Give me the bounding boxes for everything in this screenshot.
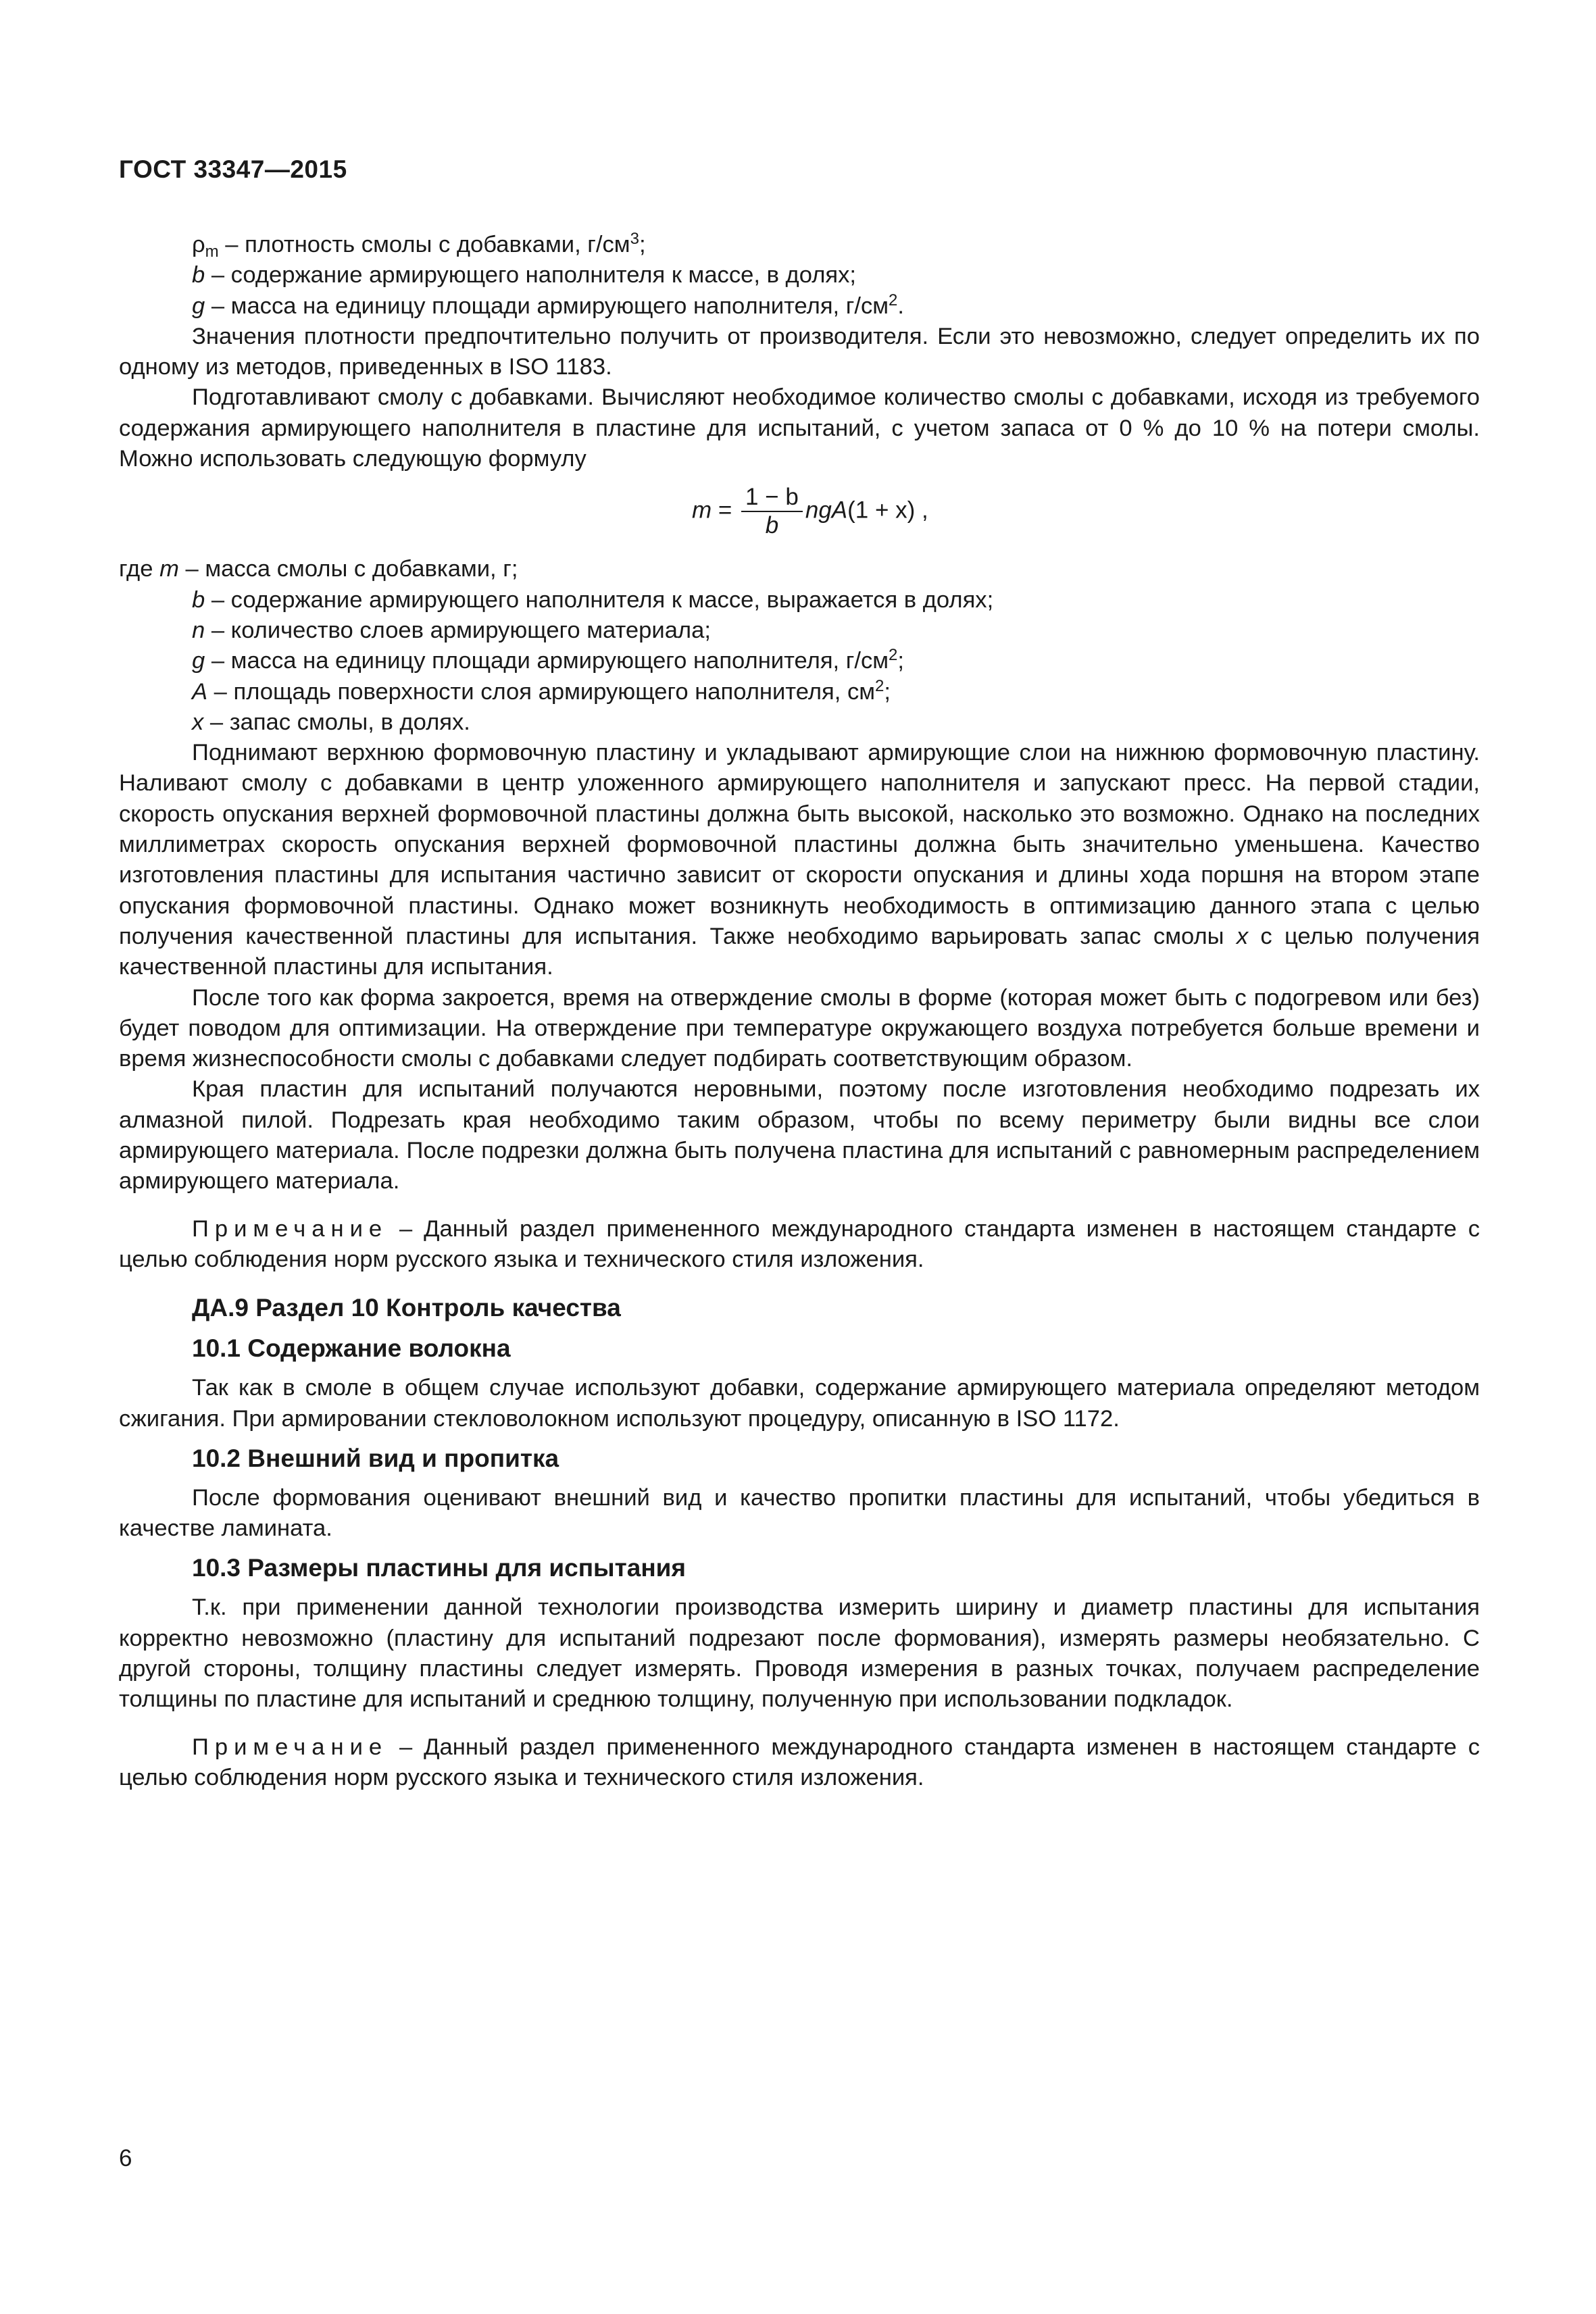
paragraph-10-1: Так как в смоле в общем случае используют добавки, содержание армирующего материала определяют методом сжигания. При армировании стекловолокном используют процедуру, описанную в ISO 1172. (119, 1375, 1480, 1432)
def-rho-text: – плотность смолы с добавками, г/см (218, 232, 630, 257)
symbol-rho: ρ (192, 232, 205, 257)
where-symbol-m: m (159, 556, 179, 582)
formula-paren: (1 + x) (847, 497, 916, 524)
page-number: 6 (119, 2145, 132, 2171)
note-1 (119, 1214, 1480, 1276)
formula-denominator: b (765, 512, 779, 539)
where-symbol-g: g (192, 648, 205, 674)
note-text: – Данный раздел примененного международного стандарта изменен в настоящем стандарте с целью соблюдения норм русского языка и технического стиля изложения. (119, 1734, 1480, 1790)
def-rho-end: ; (639, 232, 646, 257)
heading-10-1: 10.1 Содержание волокна (192, 1334, 511, 1363)
formula-lhs: m (692, 497, 712, 524)
page-content (119, 230, 1480, 1793)
def-g-text: – масса на единицу площади армирующего наполнителя, г/см (205, 293, 889, 319)
formula-numerator: 1 − b (741, 484, 803, 512)
paragraph-prepare: Подготавливают смолу с добавками. Вычисляют необходимое количество смолы с добавками, исходя из требуемого содержания армирующего наполнителя в пластине для испытаний, с учетом запаса от 0 % до 10 % на потери смолы. Можно использовать следующую формулу (119, 384, 1480, 472)
where-symbol-x: x (192, 709, 204, 735)
formula-expression (692, 484, 928, 539)
where-lead: где (119, 556, 160, 582)
paragraph-raise-x: x (1236, 923, 1249, 949)
def-g-sup: 2 (889, 291, 898, 309)
formula-end: , (915, 497, 928, 524)
where-g-end: ; (897, 648, 905, 674)
paragraph-raise (119, 738, 1480, 982)
formula-eq: = (712, 497, 739, 524)
page-header: ГОСТ 33347—2015 (119, 155, 347, 183)
heading-da9: ДА.9 Раздел 10 Контроль качества (192, 1294, 621, 1322)
where-symbol-n: n (192, 617, 205, 643)
def-rho-sup: 3 (630, 230, 639, 248)
where-m (119, 554, 1480, 584)
paragraph-density: Значения плотности предпочтительно получить от производителя. Если это невозможно, следует определить их по одному из методов, приведенных в ISO 1183. (119, 323, 1480, 380)
symbol-rho-sub: m (205, 243, 219, 261)
heading-10-3: 10.3 Размеры пластины для испытания (192, 1554, 687, 1582)
where-x (119, 707, 1480, 738)
def-g (119, 291, 1480, 322)
def-b-text: – содержание армирующего наполнителя к массе, в долях; (205, 262, 856, 288)
symbol-g: g (192, 293, 205, 319)
where-m-text: – масса смолы с добавками, г; (178, 556, 518, 582)
formula (119, 478, 1480, 553)
where-b-text: – содержание армирующего наполнителя к массе, выражается в долях; (205, 586, 994, 613)
note-text: – Данный раздел примененного международного стандарта изменен в настоящем стандарте с целью соблюдения норм русского языка и технического стиля изложения. (119, 1215, 1480, 1272)
where-symbol-b: b (192, 586, 205, 613)
def-rho (119, 230, 1480, 260)
symbol-b: b (192, 262, 205, 288)
where-b (119, 585, 1480, 615)
def-b (119, 260, 1480, 291)
where-a (119, 677, 1480, 707)
where-g-sup: 2 (889, 646, 898, 665)
paragraph-10-2: После формования оценивают внешний вид и качество пропитки пластины для испытаний, чтобы убедиться в качестве ламината. (119, 1484, 1480, 1542)
note-label: Примечание (192, 1734, 389, 1760)
formula-rhs: ngA (805, 497, 848, 524)
paragraph-cure: После того как форма закроется, время на отверждение смолы в форме (которая может быть с подогревом или без) будет поводом для оптимизации. На отверждение при температуре окружающего воздуха потребуется больше времени и время жизнеспособности смолы с добавками следует подбирать соответствующим образом. (119, 984, 1480, 1072)
formula-fraction (741, 484, 803, 539)
where-x-text: – запас смолы, в долях. (203, 709, 470, 735)
where-n (119, 615, 1480, 646)
where-symbol-a: A (192, 678, 208, 705)
note-2 (119, 1732, 1480, 1794)
heading-10-2: 10.2 Внешний вид и пропитка (192, 1444, 559, 1472)
where-g (119, 646, 1480, 676)
def-g-end: . (897, 293, 905, 319)
where-a-end: ; (884, 678, 891, 705)
where-g-text: – масса на единицу площади армирующего наполнителя, г/см (205, 648, 889, 674)
paragraph-raise-text: Поднимают верхнюю формовочную пластину и укладывают армирующие слои на нижнюю формовочную пластину. Наливают смолу с добавками в центр уложенного армирующего наполнителя и запускают пресс. На первой стадии, скорость опускания верхней формовочной пластины должна быть высокой, насколько это возможно. Однако на последних миллиметрах скорость опускания верхней формовочной пластины должна быть значительно уменьшена. Качество изготовления пластины для испытания частично зависит от скорости опускания и длины хода поршня на втором этапе опускания формовочной пластины. Однако может возникнуть необходимость в оптимизацию данного этапа с целью получения качественной пластины для испытания. Также необходимо варьировать запас смолы (119, 740, 1480, 949)
paragraph-edges: Края пластин для испытаний получаются неровными, поэтому после изготовления необходимо подрезать их алмазной пилой. Подрезать края необходимо таким образом, чтобы по всему периметру были видны все слои армирующего материала. После подрезки должна быть получена пластина для испытаний с равномерным распределением армирующего материала. (119, 1076, 1480, 1194)
where-n-text: – количество слоев армирующего материала; (205, 617, 711, 643)
paragraph-10-3: Т.к. при применении данной технологии производства измерить ширину и диаметр пластины для испытания корректно невозможно (пластину для испытаний подрезают после формования), измерять размеры необязательно. С другой стороны, толщину пластины следует измерять. Проводя измерения в разных точках, получаем распределение толщины по пластине для испытаний и среднюю толщину, полученную при использовании подкладок. (119, 1594, 1480, 1713)
where-a-sup: 2 (875, 676, 884, 695)
paragraph-raise-end: с целью получения качественной пластины для испытания. (119, 923, 1480, 980)
where-a-text: – площадь поверхности слоя армирующего наполнителя, см (207, 678, 876, 705)
note-label: Примечание (192, 1215, 389, 1242)
